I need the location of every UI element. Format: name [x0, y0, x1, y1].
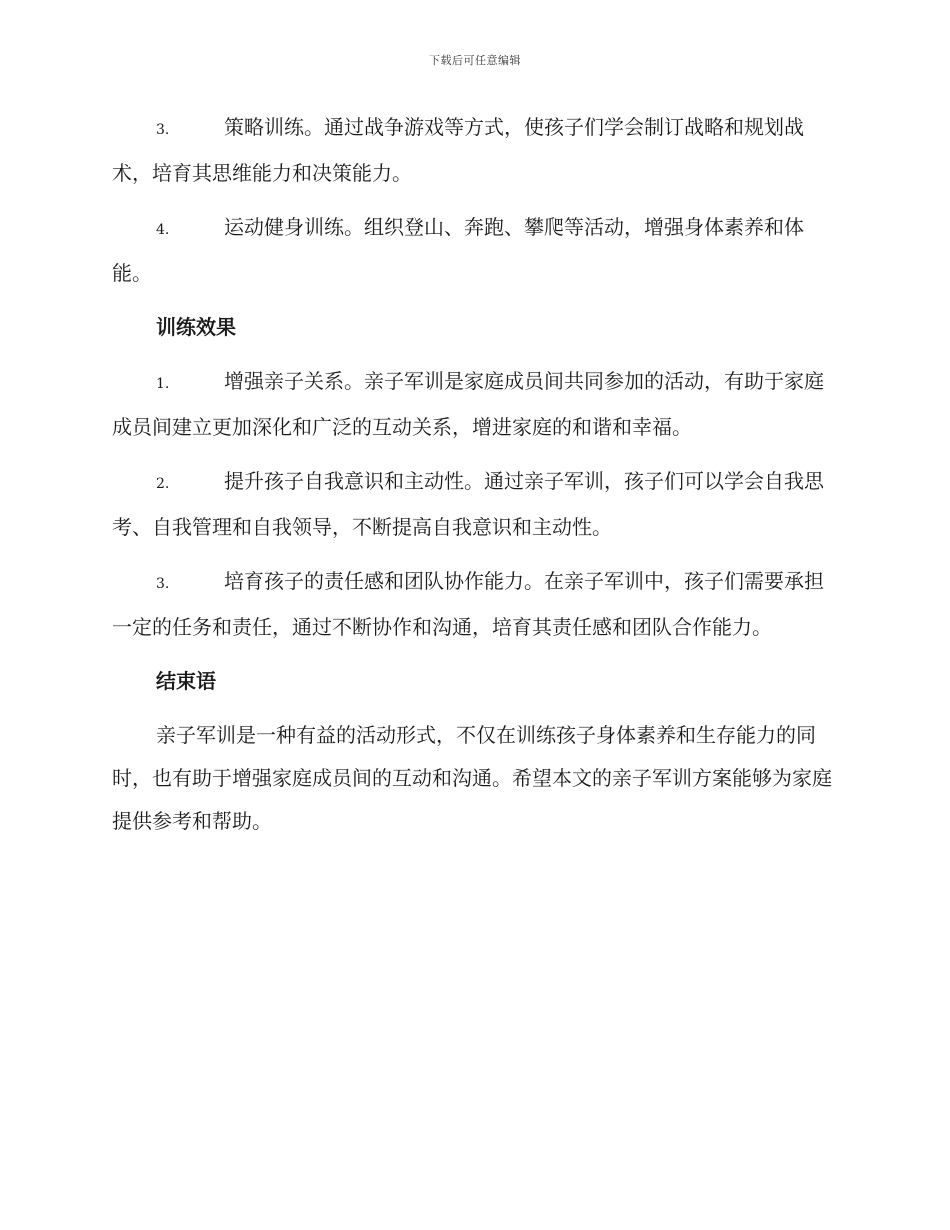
list-item-text: 培育孩子的责任感和团队协作能力。在亲子军训中，孩子们需要承担一定的任务和责任，通过不断协作和沟通，培育其责任感和团队合作能力。	[112, 569, 824, 639]
list-item-number: 3.	[156, 122, 170, 138]
conclusion-paragraph: 亲子军训是一种有益的活动形式，不仅在训练孩子身体素养和生存能力的同时，也有助于增强家庭成员间的互动和沟通。希望本文的亲子军训方案能够为家庭提供参考和帮助。	[112, 723, 832, 833]
page-header: 下载后可任意编辑	[429, 54, 521, 67]
list-item	[112, 206, 837, 295]
list-item-text: 增强亲子关系。亲子军训是家庭成员间共同参加的活动，有助于家庭成员间建立更加深化和广泛的互动关系，增进家庭的和谐和幸福。	[112, 369, 824, 439]
list-item-number: 2.	[156, 476, 170, 492]
list-item	[112, 360, 837, 449]
section-heading-conclusion: 结束语	[156, 669, 216, 693]
list-item-text: 提升孩子自我意识和主动性。通过亲子军训，孩子们可以学会自我思考、自我管理和自我领导，不断提高自我意识和主动性。	[112, 469, 824, 539]
list-item-text: 运动健身训练。组织登山、奔跑、攀爬等活动，增强身体素养和体能。	[112, 215, 804, 285]
list-item-number: 3.	[156, 576, 170, 592]
list-item	[112, 560, 837, 649]
list-item-text: 策略训练。通过战争游戏等方式，使孩子们学会制订战略和规划战术，培育其思维能力和决策能力。	[112, 115, 804, 185]
document-body	[112, 106, 837, 854]
section-heading-effect: 训练效果	[156, 315, 236, 339]
list-item	[112, 106, 837, 195]
list-item	[112, 460, 837, 549]
list-item-number: 4.	[156, 222, 170, 238]
list-item-number: 1.	[156, 376, 170, 392]
